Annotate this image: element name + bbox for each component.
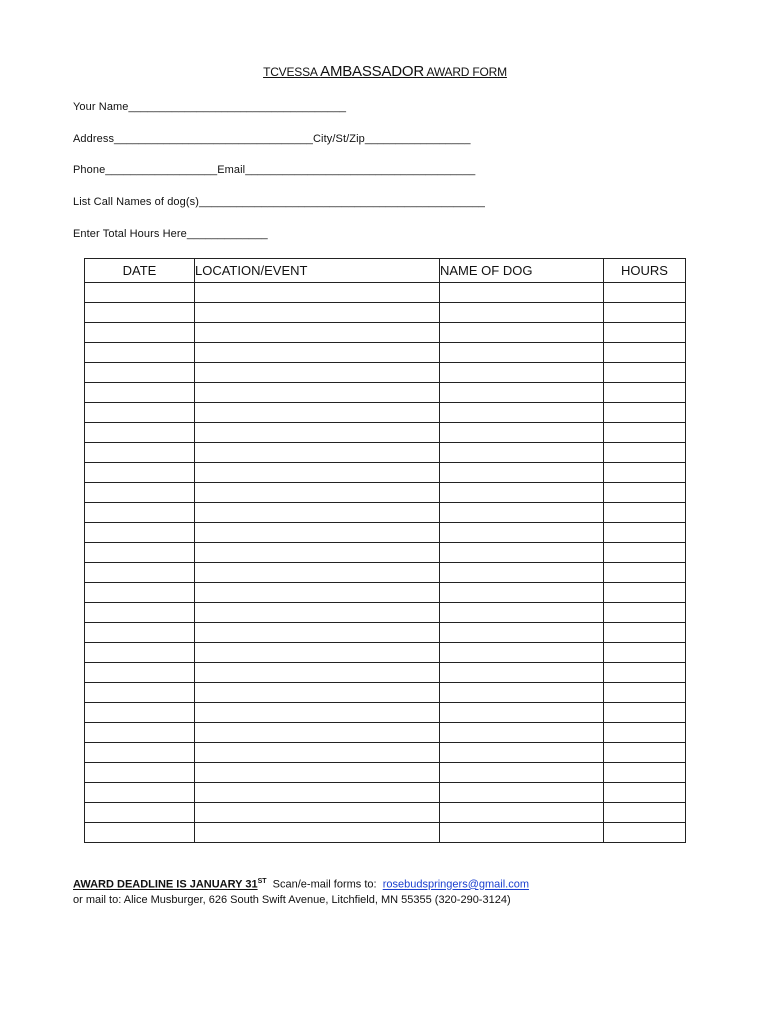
hours-cell[interactable] xyxy=(604,523,686,543)
table-header-row xyxy=(85,259,686,283)
date-cell[interactable] xyxy=(85,443,195,463)
date-cell[interactable] xyxy=(85,483,195,503)
dog-cell[interactable] xyxy=(440,583,604,603)
deadline-text: AWARD DEADLINE IS JANUARY 31 xyxy=(73,878,258,891)
table-row xyxy=(85,323,686,343)
location-cell[interactable] xyxy=(195,363,440,383)
date-cell[interactable] xyxy=(85,623,195,643)
date-cell[interactable] xyxy=(85,423,195,443)
hours-cell[interactable] xyxy=(604,703,686,723)
dog-cell[interactable] xyxy=(440,643,604,663)
table-row xyxy=(85,763,686,783)
hours-cell[interactable] xyxy=(604,363,686,383)
location-cell[interactable] xyxy=(195,683,440,703)
dog-cell[interactable] xyxy=(440,443,604,463)
location-cell[interactable] xyxy=(195,823,440,843)
table-row xyxy=(85,383,686,403)
dog-cell[interactable] xyxy=(440,603,604,623)
dog-cell[interactable] xyxy=(440,503,604,523)
hours-cell[interactable] xyxy=(604,683,686,703)
hours-cell[interactable] xyxy=(604,503,686,523)
hours-cell[interactable] xyxy=(604,783,686,803)
hours-cell[interactable] xyxy=(604,803,686,823)
location-cell[interactable] xyxy=(195,743,440,763)
date-cell[interactable] xyxy=(85,323,195,343)
dog-cell[interactable] xyxy=(440,303,604,323)
location-cell[interactable] xyxy=(195,763,440,783)
location-cell[interactable] xyxy=(195,803,440,823)
location-cell[interactable] xyxy=(195,663,440,683)
hours-cell[interactable] xyxy=(604,423,686,443)
your-name-field[interactable]: Your Name___________________________________ xyxy=(73,101,347,113)
date-cell[interactable] xyxy=(85,703,195,723)
hours-cell[interactable] xyxy=(604,483,686,503)
hours-cell[interactable] xyxy=(604,723,686,743)
date-cell[interactable] xyxy=(85,283,195,303)
dog-cell[interactable] xyxy=(440,523,604,543)
location-cell[interactable] xyxy=(195,703,440,723)
hours-cell[interactable] xyxy=(604,463,686,483)
dog-cell[interactable] xyxy=(440,363,604,383)
table-row xyxy=(85,603,686,623)
dog-cell[interactable] xyxy=(440,683,604,703)
dog-cell[interactable] xyxy=(440,663,604,683)
date-cell[interactable] xyxy=(85,523,195,543)
table-row xyxy=(85,463,686,483)
location-cell[interactable] xyxy=(195,603,440,623)
location-cell[interactable] xyxy=(195,303,440,323)
location-cell[interactable] xyxy=(195,423,440,443)
hours-cell[interactable] xyxy=(604,763,686,783)
address-field[interactable]: Address________________________________City/St/Zip_________________ xyxy=(73,133,471,145)
table-row xyxy=(85,343,686,363)
title-part-2: AMBASSADOR xyxy=(320,63,425,80)
location-cell[interactable] xyxy=(195,483,440,503)
location-cell[interactable] xyxy=(195,283,440,303)
scan-text: Scan/e-mail forms to: xyxy=(266,878,383,891)
date-cell[interactable] xyxy=(85,603,195,623)
date-cell[interactable] xyxy=(85,783,195,803)
table-row xyxy=(85,583,686,603)
location-cell[interactable] xyxy=(195,323,440,343)
table-row xyxy=(85,423,686,443)
date-cell[interactable] xyxy=(85,803,195,823)
dog-cell[interactable] xyxy=(440,743,604,763)
date-cell[interactable] xyxy=(85,583,195,603)
hours-cell[interactable] xyxy=(604,663,686,683)
hours-log-table xyxy=(84,258,686,843)
location-cell[interactable] xyxy=(195,583,440,603)
date-cell[interactable] xyxy=(85,663,195,683)
hours-cell[interactable] xyxy=(604,603,686,623)
date-cell[interactable] xyxy=(85,343,195,363)
location-cell[interactable] xyxy=(195,383,440,403)
table-row xyxy=(85,563,686,583)
hours-cell[interactable] xyxy=(604,403,686,423)
table-row xyxy=(85,303,686,323)
table-row xyxy=(85,663,686,683)
location-cell[interactable] xyxy=(195,543,440,563)
dog-cell[interactable] xyxy=(440,763,604,783)
date-cell[interactable] xyxy=(85,723,195,743)
hours-cell[interactable] xyxy=(604,283,686,303)
title-part-1: TCVESSA xyxy=(263,65,321,79)
date-cell[interactable] xyxy=(85,303,195,323)
location-cell[interactable] xyxy=(195,443,440,463)
dog-names-field[interactable]: List Call Names of dog(s)______________________________________________ xyxy=(73,196,485,208)
date-cell[interactable] xyxy=(85,643,195,663)
dog-cell[interactable] xyxy=(440,283,604,303)
location-cell[interactable] xyxy=(195,343,440,363)
location-cell[interactable] xyxy=(195,563,440,583)
hours-cell[interactable] xyxy=(604,563,686,583)
email-link[interactable]: rosebudspringers@gmail.com xyxy=(382,878,529,891)
date-cell[interactable] xyxy=(85,383,195,403)
table-row xyxy=(85,283,686,303)
table-row xyxy=(85,723,686,743)
dog-cell[interactable] xyxy=(440,723,604,743)
dog-cell[interactable] xyxy=(440,423,604,443)
deadline-superscript: ST xyxy=(257,878,267,885)
table-row xyxy=(85,823,686,843)
table-row xyxy=(85,543,686,563)
location-cell[interactable] xyxy=(195,503,440,523)
table-row xyxy=(85,683,686,703)
dog-cell[interactable] xyxy=(440,323,604,343)
table-row xyxy=(85,483,686,503)
date-cell[interactable] xyxy=(85,683,195,703)
header-location: LOCATION/EVENT xyxy=(195,259,440,283)
hours-cell[interactable] xyxy=(604,823,686,843)
dog-cell[interactable] xyxy=(440,483,604,503)
date-cell[interactable] xyxy=(85,363,195,383)
header-date: DATE xyxy=(85,259,195,283)
table-row xyxy=(85,703,686,723)
table-row xyxy=(85,443,686,463)
dog-cell[interactable] xyxy=(440,803,604,823)
location-cell[interactable] xyxy=(195,643,440,663)
location-cell[interactable] xyxy=(195,623,440,643)
date-cell[interactable] xyxy=(85,763,195,783)
dog-cell[interactable] xyxy=(440,563,604,583)
form-title xyxy=(0,63,770,80)
location-cell[interactable] xyxy=(195,523,440,543)
hours-cell[interactable] xyxy=(604,743,686,763)
dog-cell[interactable] xyxy=(440,703,604,723)
hours-cell[interactable] xyxy=(604,323,686,343)
header-dog: NAME OF DOG xyxy=(440,259,604,283)
hours-cell[interactable] xyxy=(604,383,686,403)
location-cell[interactable] xyxy=(195,783,440,803)
location-cell[interactable] xyxy=(195,723,440,743)
hours-cell[interactable] xyxy=(604,543,686,563)
table-row xyxy=(85,643,686,663)
footer-mail-line: or mail to: Alice Musburger, 626 South Swift Avenue, Litchfield, MN 55355 (320-290-3124) xyxy=(73,894,511,906)
dog-cell[interactable] xyxy=(440,343,604,363)
location-cell[interactable] xyxy=(195,463,440,483)
date-cell[interactable] xyxy=(85,563,195,583)
dog-cell[interactable] xyxy=(440,783,604,803)
location-cell[interactable] xyxy=(195,403,440,423)
table-row xyxy=(85,623,686,643)
table-row xyxy=(85,523,686,543)
date-cell[interactable] xyxy=(85,463,195,483)
hours-cell[interactable] xyxy=(604,443,686,463)
dog-cell[interactable] xyxy=(440,623,604,643)
table-row xyxy=(85,783,686,803)
hours-cell[interactable] xyxy=(604,583,686,603)
date-cell[interactable] xyxy=(85,503,195,523)
date-cell[interactable] xyxy=(85,743,195,763)
hours-cell[interactable] xyxy=(604,623,686,643)
table-row xyxy=(85,743,686,763)
date-cell[interactable] xyxy=(85,823,195,843)
dog-cell[interactable] xyxy=(440,823,604,843)
hours-cell[interactable] xyxy=(604,643,686,663)
table-row xyxy=(85,403,686,423)
header-hours: HOURS xyxy=(604,259,686,283)
table-body xyxy=(85,283,686,843)
footer-deadline-line xyxy=(73,878,529,891)
dog-cell[interactable] xyxy=(440,383,604,403)
date-cell[interactable] xyxy=(85,403,195,423)
hours-cell[interactable] xyxy=(604,303,686,323)
title-part-3: AWARD FORM xyxy=(424,65,507,79)
table-row xyxy=(85,363,686,383)
phone-email-field[interactable]: Phone__________________Email_____________________________________ xyxy=(73,164,476,176)
dog-cell[interactable] xyxy=(440,463,604,483)
table-row xyxy=(85,503,686,523)
hours-cell[interactable] xyxy=(604,343,686,363)
table-row xyxy=(85,803,686,823)
dog-cell[interactable] xyxy=(440,543,604,563)
dog-cell[interactable] xyxy=(440,403,604,423)
date-cell[interactable] xyxy=(85,543,195,563)
total-hours-field[interactable]: Enter Total Hours Here_____________ xyxy=(73,228,268,240)
